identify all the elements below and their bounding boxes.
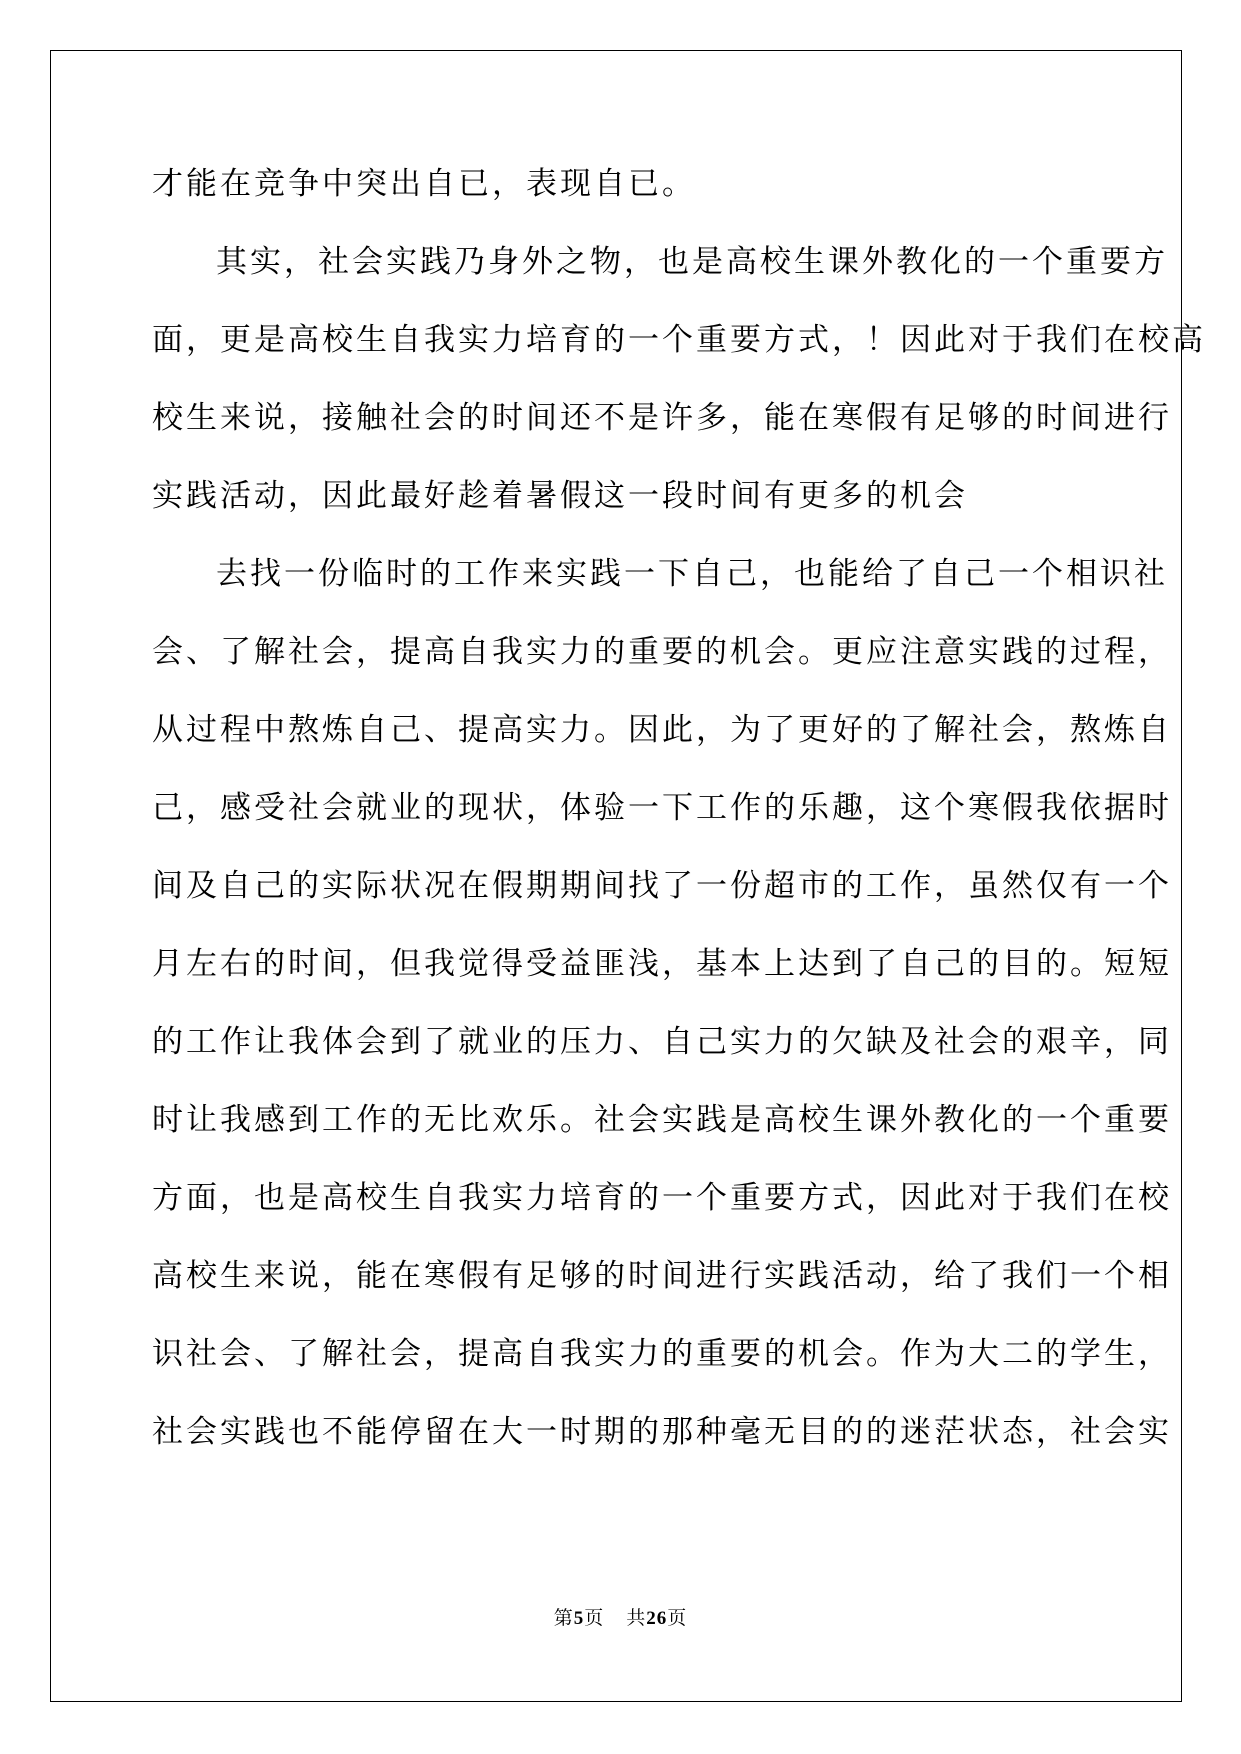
total-prefix: 共 [626, 1608, 647, 1629]
text-line: 己，感受社会就业的现状，体验一下工作的乐趣，这个寒假我依据时 [152, 790, 1172, 826]
page-suffix: 页 [584, 1608, 605, 1629]
text-line: 会、了解社会，提高自我实力的重要的机会。更应注意实践的过程， [152, 634, 1172, 670]
text-line: 实践活动，因此最好趁着暑假这一段时间有更多的机会 [152, 478, 968, 514]
text-line: 去找一份临时的工作来实践一下自己，也能给了自己一个相识社 [216, 556, 1168, 592]
text-line: 方面，也是高校生自我实力培育的一个重要方式，因此对于我们在校 [152, 1180, 1172, 1216]
text-line: 从过程中熬炼自己、提高实力。因此，为了更好的了解社会，熬炼自 [152, 712, 1172, 748]
document-body [152, 145, 1206, 1471]
total-suffix: 页 [667, 1608, 688, 1629]
text-line: 间及自己的实际状况在假期期间找了一份超市的工作，虽然仅有一个 [152, 868, 1172, 904]
text-line: 识社会、了解社会，提高自我实力的重要的机会。作为大二的学生， [152, 1336, 1172, 1372]
page-number: 5 [573, 1608, 585, 1629]
total-pages: 26 [646, 1608, 668, 1629]
text-line: 月左右的时间，但我觉得受益匪浅，基本上达到了自己的目的。短短 [152, 946, 1172, 982]
text-line: 社会实践也不能停留在大一时期的那种毫无目的的迷茫状态，社会实 [152, 1414, 1172, 1450]
text-line: 面，更是高校生自我实力培育的一个重要方式，！因此对于我们在校高 [152, 322, 1206, 358]
page-footer [0, 1603, 1241, 1630]
text-line: 其实，社会实践乃身外之物，也是高校生课外教化的一个重要方 [216, 244, 1168, 280]
text-line: 才能在竞争中突出自已，表现自已。 [152, 166, 696, 202]
text-line: 高校生来说，能在寒假有足够的时间进行实践活动，给了我们一个相 [152, 1258, 1172, 1294]
text-line: 校生来说，接触社会的时间还不是许多，能在寒假有足够的时间进行 [152, 400, 1172, 436]
page-prefix: 第 [553, 1608, 574, 1629]
text-line: 的工作让我体会到了就业的压力、自己实力的欠缺及社会的艰辛，同 [152, 1024, 1172, 1060]
text-line: 时让我感到工作的无比欢乐。社会实践是高校生课外教化的一个重要 [152, 1102, 1172, 1138]
